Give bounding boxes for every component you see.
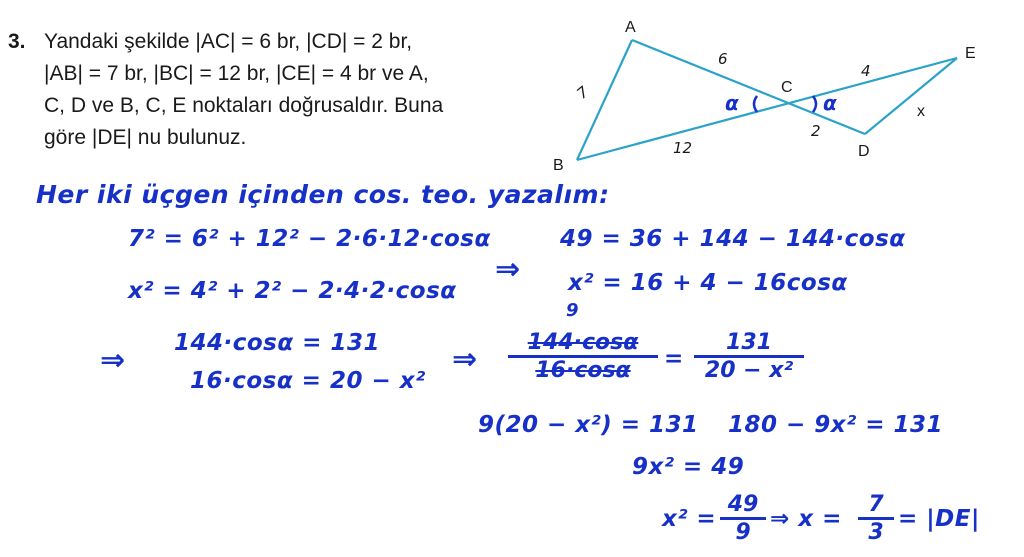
point-B-label: B (553, 157, 564, 174)
problem-number: 3. (8, 30, 26, 53)
length-AC-label: 6 (718, 50, 728, 68)
length-CD-label: 2 (811, 122, 821, 140)
equation-3b: 16·cosα = 20 − x² (190, 368, 426, 394)
equation-1-result: 49 = 36 + 144 − 144·cosα (560, 226, 906, 252)
x-result-numerator: 7 (858, 492, 894, 520)
equation-6-left: x² = (662, 506, 717, 532)
x-squared-fraction (720, 492, 766, 545)
segment-BE (577, 58, 957, 160)
point-E-label: E (965, 45, 976, 62)
ratio-fraction (508, 330, 658, 383)
rhs-denominator: 20 − x² (704, 358, 794, 383)
angle-arc-left (754, 96, 757, 112)
length-DE-label: x (917, 103, 925, 120)
triangle-figure (545, 10, 995, 180)
x-squared-denominator: 9 (735, 520, 751, 545)
rhs-numerator: 131 (694, 330, 804, 358)
equation-6-tail: = |DE| (898, 506, 980, 532)
angle-arc-right (813, 96, 816, 112)
point-D-label: D (858, 143, 870, 160)
angle-alpha-right: α (823, 91, 837, 115)
point-C-label: C (781, 79, 793, 96)
equation-2: x² = 4² + 2² − 2·4·2·cosα (128, 278, 457, 304)
equation-6-arrow: ⇒ x = (770, 506, 842, 532)
rhs-fraction (694, 330, 804, 383)
length-CE-label: 4 (861, 62, 871, 80)
equation-5: 9x² = 49 (632, 454, 745, 480)
x-result-fraction (858, 492, 894, 545)
ratio-numerator: 144·cosα (508, 330, 658, 358)
segment-AD (632, 40, 865, 134)
x-squared-numerator: 49 (720, 492, 766, 520)
problem-line-1: Yandaki şekilde |AC| = 6 br, |CD| = 2 br, (44, 30, 413, 53)
implies-arrow-3: ⇒ (452, 342, 478, 377)
problem-line-3: C, D ve B, C, E noktaları doğrusaldır. Buna (44, 94, 444, 117)
equation-3a: 144·cosα = 131 (174, 330, 380, 356)
equation-4a: 9(20 − x²) = 131 (478, 412, 699, 438)
equation-2-result: x² = 16 + 4 − 16cosα (568, 270, 848, 296)
implies-arrow-1: ⇒ (495, 252, 521, 287)
angle-alpha-left: α (725, 91, 739, 115)
solution-intro: Her iki üçgen içinden cos. teo. yazalım: (36, 180, 610, 209)
length-AB-label: 7 (573, 82, 593, 103)
implies-arrow-2: ⇒ (100, 343, 126, 378)
equation-1: 7² = 6² + 12² − 2·6·12·cosα (128, 226, 491, 252)
ratio-equals: = (664, 346, 684, 372)
ratio-cancel-9: 9 (566, 300, 580, 321)
length-BC-label: 12 (673, 139, 693, 157)
ratio-denominator: 16·cosα (535, 358, 631, 383)
problem-line-4: göre |DE| nu bulunuz. (44, 126, 247, 149)
x-result-denominator: 3 (868, 520, 884, 545)
problem-line-2: |AB| = 7 br, |BC| = 12 br, |CE| = 4 br ve A, (44, 62, 429, 85)
point-A-label: A (625, 19, 636, 36)
equation-4b: 180 − 9x² = 131 (728, 412, 944, 438)
